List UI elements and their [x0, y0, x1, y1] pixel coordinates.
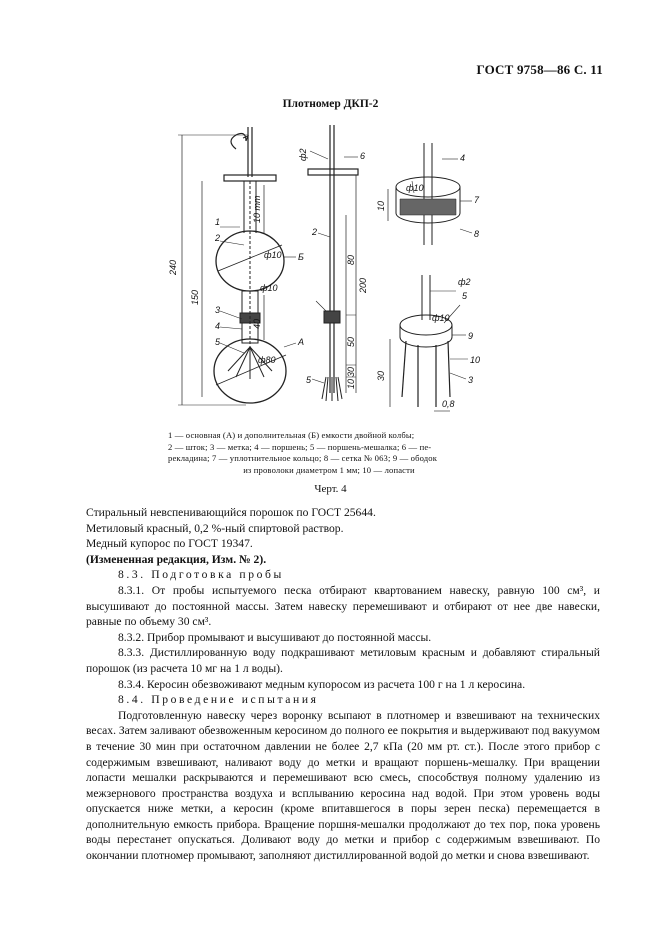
- callout-1: 1: [215, 217, 221, 227]
- dim-80: 80: [346, 254, 356, 265]
- paragraph: 8.3.4. Керосин обезвоживают медным купоросом из расчета 100 г на 1 л керосина.: [118, 677, 526, 691]
- phi10-label-d: ф10: [432, 313, 450, 323]
- stirrer-detail: [390, 275, 468, 411]
- callout-3: 3: [215, 305, 221, 315]
- callout-5c: 5: [462, 291, 468, 301]
- assembled-device: [178, 127, 296, 405]
- caption-line: из проволоки диаметром 1 мм; 10 — лопасти: [243, 464, 415, 475]
- callout-3c: 3: [468, 375, 474, 385]
- page-header: ГОСТ 9758—86 С. 11: [476, 62, 603, 77]
- dim-10mm: 10 mm: [252, 195, 262, 223]
- dim-30c: 30: [376, 370, 386, 381]
- paragraph: Стиральный невспенивающийся порошок по ГОСТ 25644.: [86, 506, 376, 519]
- phi10-label-c: ф10: [406, 183, 424, 193]
- pycnometer-drawing: [160, 115, 500, 420]
- paragraph: Метиловый красный, 0,2 %-ный спиртовой раствор.: [86, 521, 344, 535]
- phi80-label: ф80: [258, 355, 276, 365]
- caption-line: 1 — основная (А) и дополнительная (Б) емкости двойной колбы;: [168, 430, 415, 440]
- phi2-label-b: ф2: [458, 277, 471, 287]
- dim-10c: 10: [376, 200, 386, 211]
- amendment-note: (Измененная редакция, Изм. № 2).: [86, 552, 267, 566]
- paragraph: Подготовленную навеску через воронку всыпают в плотномер и взвешивают на технических весах. Затем заливают обезвоженным керосином до полного ее покрытия и выдерживают под вакуумом в течение 30 мин при остаточном давлении не более 2,7 кПа (20 мм рт. ст.). После этого прибор с содержимым взвешивают, наливают воду до метки и вращают поршень-мешалку. При вращении лопасти мешалки раскрываются и перемешивают всю смесь, способствуя полному удалению из межзернового пространства воздуха и всплыванию керосина над водой. При этом уровень воды опускается ниже метки, а керосин (кроме впитавшегося в поры зерен песка) перемещается в дополнительную емкость прибора. Вращение поршня-мешалки продолжают до тех пор, пока уровень воды перестанет опускаться. Доливают воду до метки и прибор с содержимым взвешивают. По окончании плотномер промывают, заполняют дистиллированной водой до метки и снова взвешивают.: [86, 708, 600, 863]
- caption-line: 2 — шток; 3 — метка; 4 — поршень; 5 — поршень-мешалка; 6 — пе-: [168, 441, 432, 452]
- document-body: [86, 505, 600, 864]
- section-heading: 8.4. Проведение испытания: [118, 693, 319, 707]
- caption-line: рекладина; 7 — уплотнительное кольцо; 8 — сетка № 063; 9 — ободок: [168, 453, 438, 463]
- phi10-label-b: ф10: [260, 283, 278, 293]
- callout-A: А: [298, 337, 305, 347]
- paragraph: 8.3.2. Прибор промывают и высушивают до постоянной массы.: [118, 630, 432, 644]
- paragraph: 8.3.3. Дистиллированную воду подкрашивают метиловым красным и добавляют стиральный порошок (из расчета 10 мг на 1 л воды).: [86, 646, 600, 675]
- section-heading: 8.3. Подготовка пробы: [118, 568, 284, 582]
- dim-08: 0,8: [442, 399, 455, 409]
- callout-8: 8: [474, 229, 480, 239]
- paragraph: 8.3.1. От пробы испытуемого песка отбирают квартованием навеску, равную 100 см³, и высушивают до постоянной массы. Затем навеску перемешивают и отбирают от нее две навески, равные по объему 30 см³.: [86, 583, 600, 629]
- phi2-label-a: ф2: [298, 148, 308, 161]
- dim-150: 150: [190, 289, 200, 305]
- dim-200: 200: [358, 277, 368, 293]
- figure-title: Плотномер ДКП-2: [282, 98, 379, 110]
- figure-caption: [168, 430, 490, 476]
- callout-2b: 2: [312, 227, 318, 237]
- callout-4: 4: [215, 321, 221, 331]
- callout-9: 9: [468, 331, 474, 341]
- callout-4c: 4: [460, 153, 466, 163]
- callout-2: 2: [215, 233, 221, 243]
- callout-7: 7: [474, 195, 480, 205]
- callout-6: 6: [360, 151, 366, 161]
- dim-240: 240: [168, 259, 178, 275]
- phi10-label-a: ф10: [264, 250, 282, 260]
- dim-40: 40: [252, 318, 262, 329]
- dim-30: 30: [346, 366, 356, 377]
- callout-5: 5: [215, 337, 221, 347]
- callout-10: 10: [470, 355, 481, 365]
- dim-10: 10: [346, 378, 356, 389]
- figure-number: Черт. 4: [314, 483, 347, 495]
- paragraph: Медный купорос по ГОСТ 19347.: [86, 537, 253, 551]
- callout-5b: 5: [306, 375, 312, 385]
- callout-B: Б: [298, 252, 304, 262]
- dim-50: 50: [346, 336, 356, 347]
